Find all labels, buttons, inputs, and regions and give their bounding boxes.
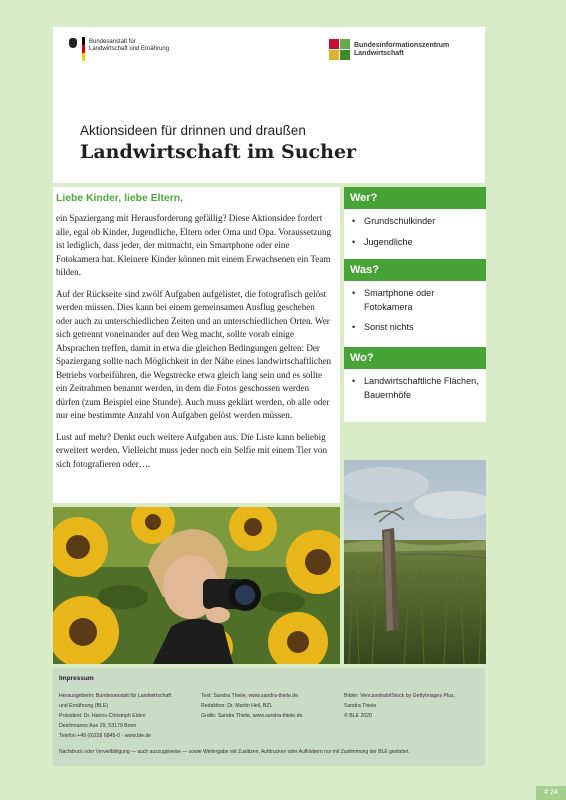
fence-post-field-photo (344, 460, 486, 664)
paragraph: Auf der Rückseite sind zwölf Aufgaben aufgelistet, die fotografisch gelöst werden müssen. Dies kann bei einem gemeinsamen Ausflug geschehen oder auch zu unterschiedlichen Zeiten und an unterschiedlichen Orten. Wer sich getrennt voneinander auf den Weg macht, sollte vorab einige Absprachen treffen, damit in etwa die gleichen Bedingungen gelten: Der Spaziergang sollte nach Möglichkeit in der Nähe eines landwirtschaftlichen Betriebs vorbeiführen, die Wegstrecke etwa gleich lang sein und es sollte ein Zeitrahmen benannt werden, in dem die Fotos geschossen werden dürfen (zum Beispiel eine Stunde). Auch muss geklärt werden, ob alle oder nur eine bestimmte Anzahl von Aufgaben gelöst werden müssen. (56, 288, 332, 420)
list-item: • Grundschulkinder (350, 215, 480, 229)
impressum-publisher: Herausgeberin: Bundesanstalt für Landwirtschaft und Ernährung (BLE) Präsident: Dr. Hanns-Christoph Eiden Deichmanns Aue 29, 53179 Bonn Telefon +49 (0)228 6845-0 · www.ble.de (59, 693, 172, 739)
info-sidebar (344, 187, 486, 422)
list-item: • Smartphone oder Fotokamera (350, 287, 480, 314)
eagle-icon (68, 38, 78, 54)
ble-name: Bundesanstalt für Landwirtschaft und Ernährung (89, 39, 170, 52)
header-card (53, 27, 485, 183)
sunflower-photo-graphic (53, 507, 340, 664)
list-item: • Sonst nichts (350, 321, 480, 335)
impressum-box (53, 668, 485, 766)
paragraph: Lust auf mehr? Denkt euch weitere Aufgaben aus. Die Liste kann beliebig erweitert werden. Vielleicht muss jeder noch ein Selfie mit einem Tier von sich fotografieren oder…. (56, 431, 328, 469)
german-flag-icon (82, 37, 85, 61)
impressum-image-credits: Bilder: Vencavolrab/iStock by GettyImages Plus, Sandra Thiele © BLE 2020 (344, 693, 456, 719)
impressum-title: Impressum (59, 675, 94, 682)
copyright-notice: Nachdruck oder Vervielfältigung — auch auszugsweise — sowie Weitergabe mit Zusätzen, Aufdrucken oder Aufklebern nur mit Zustimmung der BLE gestattet. (59, 749, 410, 755)
was-heading: Was? (344, 259, 486, 281)
page-title: Landwirtschaft im Sucher (80, 141, 357, 163)
greeting-heading: Liebe Kinder, liebe Eltern, (56, 193, 184, 204)
wo-heading: Wo? (344, 347, 486, 369)
girl-photographing-sunflowers-photo (53, 507, 340, 664)
impressum-credits: Text: Sandra Thiele, www.sandra-thiele.de Redaktion: Dr. Martin Heil, BZL Grafik: Sandra Thiele, www.sandra-thiele.de (201, 693, 303, 719)
intro-text-box (53, 187, 340, 503)
page-number: # 24 (536, 786, 566, 800)
was-list (344, 281, 486, 347)
wer-heading: Wer? (344, 187, 486, 209)
wo-list (344, 369, 486, 422)
wer-list (344, 209, 486, 259)
list-item: • Jugendliche (350, 236, 480, 250)
bzl-name: Bundesinformationszentrum Landwirtschaft (354, 41, 450, 57)
bzl-logo (329, 39, 449, 60)
list-item: • Landwirtschaftliche Flächen, Bauernhöfe (350, 375, 480, 402)
page-subtitle: Aktionsideen für drinnen und draußen (80, 123, 306, 138)
bzl-logo-icon (329, 39, 350, 60)
paragraph: ein Spaziergang mit Herausforderung gefällig? Diese Aktionsidee fordert alle, egal ob Kinder, Jugendliche, Eltern oder Oma und Opa. Voraussetzung ist lediglich, dass jeder, der mitmacht, ein Smartphone oder eine Fotokamera hat. Kleinere Kinder können mit einem Erwachsenen ein Team bilden. (56, 213, 332, 277)
ble-logo (68, 37, 169, 61)
field-photo-graphic (344, 460, 486, 664)
